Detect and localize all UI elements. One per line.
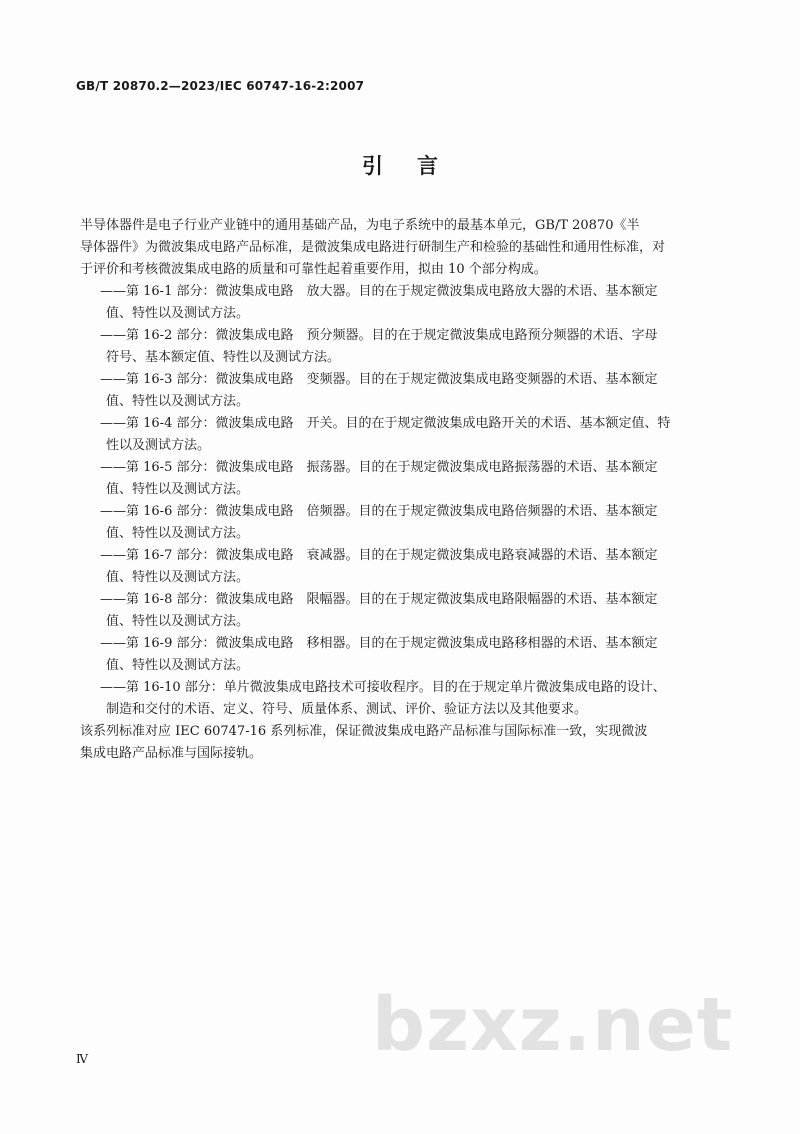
list-item-line: 值、特性以及测试方法。: [106, 614, 250, 629]
list-item: [100, 633, 718, 677]
list-item-line: 值、特性以及测试方法。: [106, 482, 250, 497]
list-item: [100, 325, 718, 369]
intro-line: 导体器件》为微波集成电路产品标准，是微波集成电路进行研制生产和检验的基础性和通用性标准，对: [80, 240, 666, 255]
intro-paragraph: [80, 215, 718, 281]
list-item-line: ——第 16-4 部分：微波集成电路 开关。目的在于规定微波集成电路开关的术语、基本额定值、特: [100, 416, 671, 431]
list-item: [100, 677, 718, 721]
list-item: [100, 501, 718, 545]
list-item-line: 性以及测试方法。: [106, 438, 211, 453]
closing-paragraph: [80, 721, 718, 765]
page-title: [0, 150, 800, 180]
closing-line: 集成电路产品标准与国际接轨。: [80, 746, 263, 761]
list-item-line: 符号、基本额定值、特性以及测试方法。: [106, 350, 341, 365]
list-item-line: ——第 16-6 部分：微波集成电路 倍频器。目的在于规定微波集成电路倍频器的术语、基本额定: [100, 504, 658, 519]
list-item-line: ——第 16-3 部分：微波集成电路 变频器。目的在于规定微波集成电路变频器的术语、基本额定: [100, 372, 658, 387]
closing-line: 该系列标准对应 IEC 60747-16 系列标准，保证微波集成电路产品标准与国际标准一致，实现微波: [80, 724, 648, 739]
list-item: [100, 457, 718, 501]
document-body: [80, 215, 718, 765]
list-item-line: 制造和交付的术语、定义、符号、质量体系、测试、评价、验证方法以及其他要求。: [106, 702, 588, 717]
list-item: [100, 281, 718, 325]
list-item: [100, 413, 718, 457]
list-item-line: ——第 16-2 部分：微波集成电路 预分频器。目的在于规定微波集成电路预分频器的术语、字母: [100, 328, 658, 343]
list-item-line: ——第 16-8 部分：微波集成电路 限幅器。目的在于规定微波集成电路限幅器的术语、基本额定: [100, 592, 658, 607]
title-char-2: 言: [417, 154, 438, 178]
list-item-line: 值、特性以及测试方法。: [106, 570, 250, 585]
list-item-line: 值、特性以及测试方法。: [106, 394, 250, 409]
list-item-line: ——第 16-1 部分：微波集成电路 放大器。目的在于规定微波集成电路放大器的术语、基本额定: [100, 284, 658, 299]
list-item-line: 值、特性以及测试方法。: [106, 306, 250, 321]
list-item: [100, 545, 718, 589]
parts-list: [100, 281, 718, 721]
list-item-line: ——第 16-5 部分：微波集成电路 振荡器。目的在于规定微波集成电路振荡器的术语、基本额定: [100, 460, 658, 475]
list-item-line: 值、特性以及测试方法。: [106, 658, 250, 673]
intro-line: 半导体器件是电子行业产业链中的通用基础产品，为电子系统中的最基本单元，GB/T 20870《半: [80, 218, 640, 233]
page-number: Ⅳ: [76, 1052, 88, 1066]
intro-line: 于评价和考核微波集成电路的质量和可靠性起着重要作用，拟由 10 个部分构成。: [80, 262, 547, 277]
title-char-1: 引: [362, 154, 383, 178]
list-item: [100, 589, 718, 633]
list-item-line: ——第 16-7 部分：微波集成电路 衰减器。目的在于规定微波集成电路衰减器的术语、基本额定: [100, 548, 658, 563]
list-item: [100, 369, 718, 413]
list-item-line: ——第 16-9 部分：微波集成电路 移相器。目的在于规定微波集成电路移相器的术语、基本额定: [100, 636, 658, 651]
standard-code-header: GB/T 20870.2—2023/IEC 60747-16-2:2007: [76, 79, 365, 93]
list-item-line: ——第 16-10 部分：单片微波集成电路技术可接收程序。目的在于规定单片微波集成电路的设计、: [100, 680, 666, 695]
list-item-line: 值、特性以及测试方法。: [106, 526, 250, 541]
site-watermark: bzxz.net: [372, 982, 734, 1068]
